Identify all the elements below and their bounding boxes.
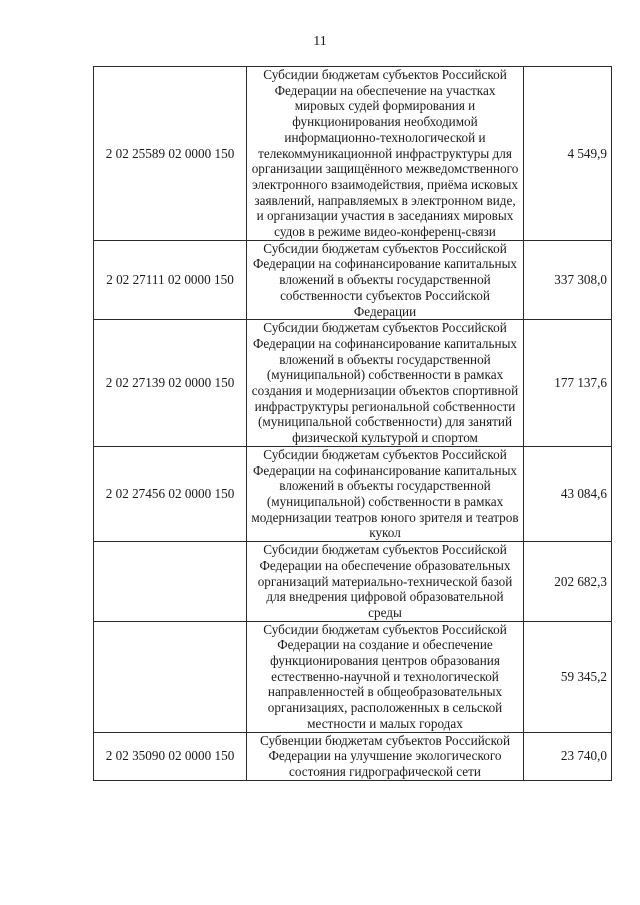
amount-cell: 337 308,0 <box>524 240 612 320</box>
budget-revenue-table <box>93 66 612 781</box>
description-cell: Субсидии бюджетам субъектов Российской Федерации на софинансирование капитальных вложений в объекты государственной (муниципальной) собственности в рамках создания и модернизации объектов спортивной инфраструктуры региональной собственности (муниципальной собственности) для занятий физической культурой и спортом <box>247 320 524 447</box>
amount-cell: 4 549,9 <box>524 67 612 241</box>
budget-code-cell: 2 02 27456 02 0000 150 <box>94 446 247 541</box>
description-cell: Субвенции бюджетам субъектов Российской Федерации на улучшение экологического состояния гидрографической сети <box>247 732 524 780</box>
table-row <box>94 240 612 320</box>
description-cell: Субсидии бюджетам субъектов Российской Федерации на создание и обеспечение функционирования центров образования естественно-научной и технологической направленностей в общеобразовательных организациях, расположенных в сельской местности и малых городах <box>247 621 524 732</box>
amount-cell: 43 084,6 <box>524 446 612 541</box>
amount-cell: 202 682,3 <box>524 542 612 622</box>
description-cell: Субсидии бюджетам субъектов Российской Федерации на софинансирование капитальных вложений в объекты государственной собственности субъектов Российской Федерации <box>247 240 524 320</box>
budget-code-cell <box>94 621 247 732</box>
table-row <box>94 67 612 241</box>
description-cell: Субсидии бюджетам субъектов Российской Федерации на обеспечение на участках мировых судей формирования и функционирования необходимой информационно-технологической и телекоммуникационной инфраструктуры для организации защищённого межведомственного электронного взаимодействия, приёма исковых заявлений, направляемых в электронном виде, и организации участия в заседаниях мировых судов в режиме видео-конференц-связи <box>247 67 524 241</box>
table-row <box>94 542 612 622</box>
amount-cell: 59 345,2 <box>524 621 612 732</box>
table-row <box>94 320 612 447</box>
budget-code-cell: 2 02 27139 02 0000 150 <box>94 320 247 447</box>
budget-code-cell: 2 02 27111 02 0000 150 <box>94 240 247 320</box>
table-row <box>94 732 612 780</box>
budget-code-cell <box>94 542 247 622</box>
budget-code-cell: 2 02 35090 02 0000 150 <box>94 732 247 780</box>
budget-code-cell: 2 02 25589 02 0000 150 <box>94 67 247 241</box>
description-cell: Субсидии бюджетам субъектов Российской Федерации на обеспечение образовательных организаций материально-технической базой для внедрения цифровой образовательной среды <box>247 542 524 622</box>
table-row <box>94 446 612 541</box>
table-row <box>94 621 612 732</box>
amount-cell: 177 137,6 <box>524 320 612 447</box>
amount-cell: 23 740,0 <box>524 732 612 780</box>
description-cell: Субсидии бюджетам субъектов Российской Федерации на софинансирование капитальных вложений в объекты государственной (муниципальной) собственности в рамках модернизации театров юного зрителя и театров кукол <box>247 446 524 541</box>
page-number: 11 <box>313 34 327 49</box>
